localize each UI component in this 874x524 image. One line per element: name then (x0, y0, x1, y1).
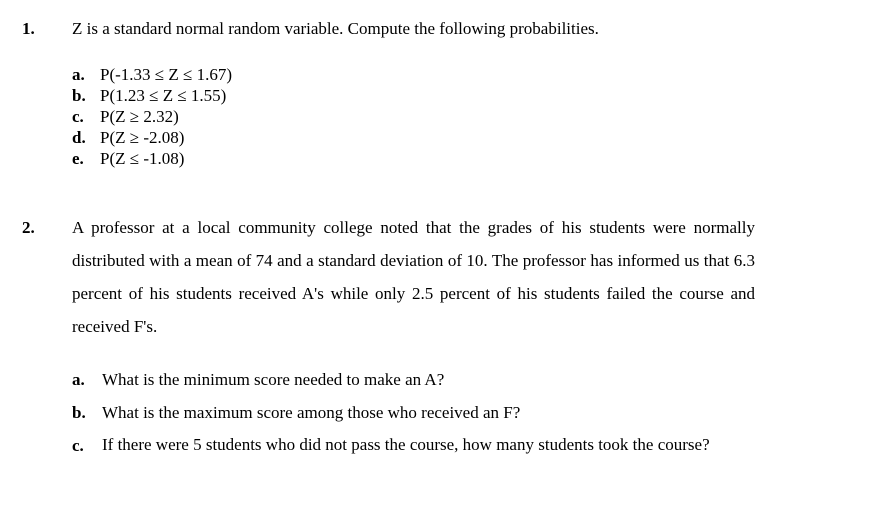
question-2-item-b (72, 403, 520, 423)
item-text: P(Z ≥ 2.32) (100, 107, 179, 126)
question-1-item-c (72, 107, 179, 127)
item-label: a. (72, 65, 85, 84)
item-text: P(Z ≤ -1.08) (100, 149, 185, 168)
item-text: What is the maximum score among those who received an F? (102, 403, 521, 422)
item-text: P(Z ≥ -2.08) (100, 128, 185, 147)
item-label: c. (72, 436, 84, 455)
item-label: b. (72, 403, 86, 422)
question-2-paragraph: A professor at a local community college noted that the grades of his students were normally distributed with a mean of 74 and a standard deviation of 10. The professor has informed us that 6.3 percent of his students received A's while only 2.5 percent of his students failed the course and received F's. (72, 218, 755, 336)
item-label: a. (72, 370, 85, 389)
question-2-item-a (72, 370, 444, 390)
item-text: If there were 5 students who did not pass the course, how many students took the course? (102, 435, 710, 454)
question-2-item-c (72, 436, 755, 461)
item-text: P(1.23 ≤ Z ≤ 1.55) (100, 86, 227, 105)
question-1-number: 1. (22, 19, 35, 38)
item-text: P(-1.33 ≤ Z ≤ 1.67) (100, 65, 232, 84)
question-1-item-d (72, 128, 184, 148)
item-text: What is the minimum score needed to make an A? (102, 370, 445, 389)
question-2-number: 2. (22, 218, 35, 237)
question-1-item-e (72, 149, 184, 169)
item-label: b. (72, 86, 86, 105)
item-label: c. (72, 107, 84, 126)
question-1-prompt: Z is a standard normal random variable. Compute the following probabilities. (72, 19, 599, 38)
item-label: e. (72, 149, 84, 168)
item-label: d. (72, 128, 86, 147)
question-1-item-b (72, 86, 226, 106)
question-1-item-a (72, 65, 232, 85)
